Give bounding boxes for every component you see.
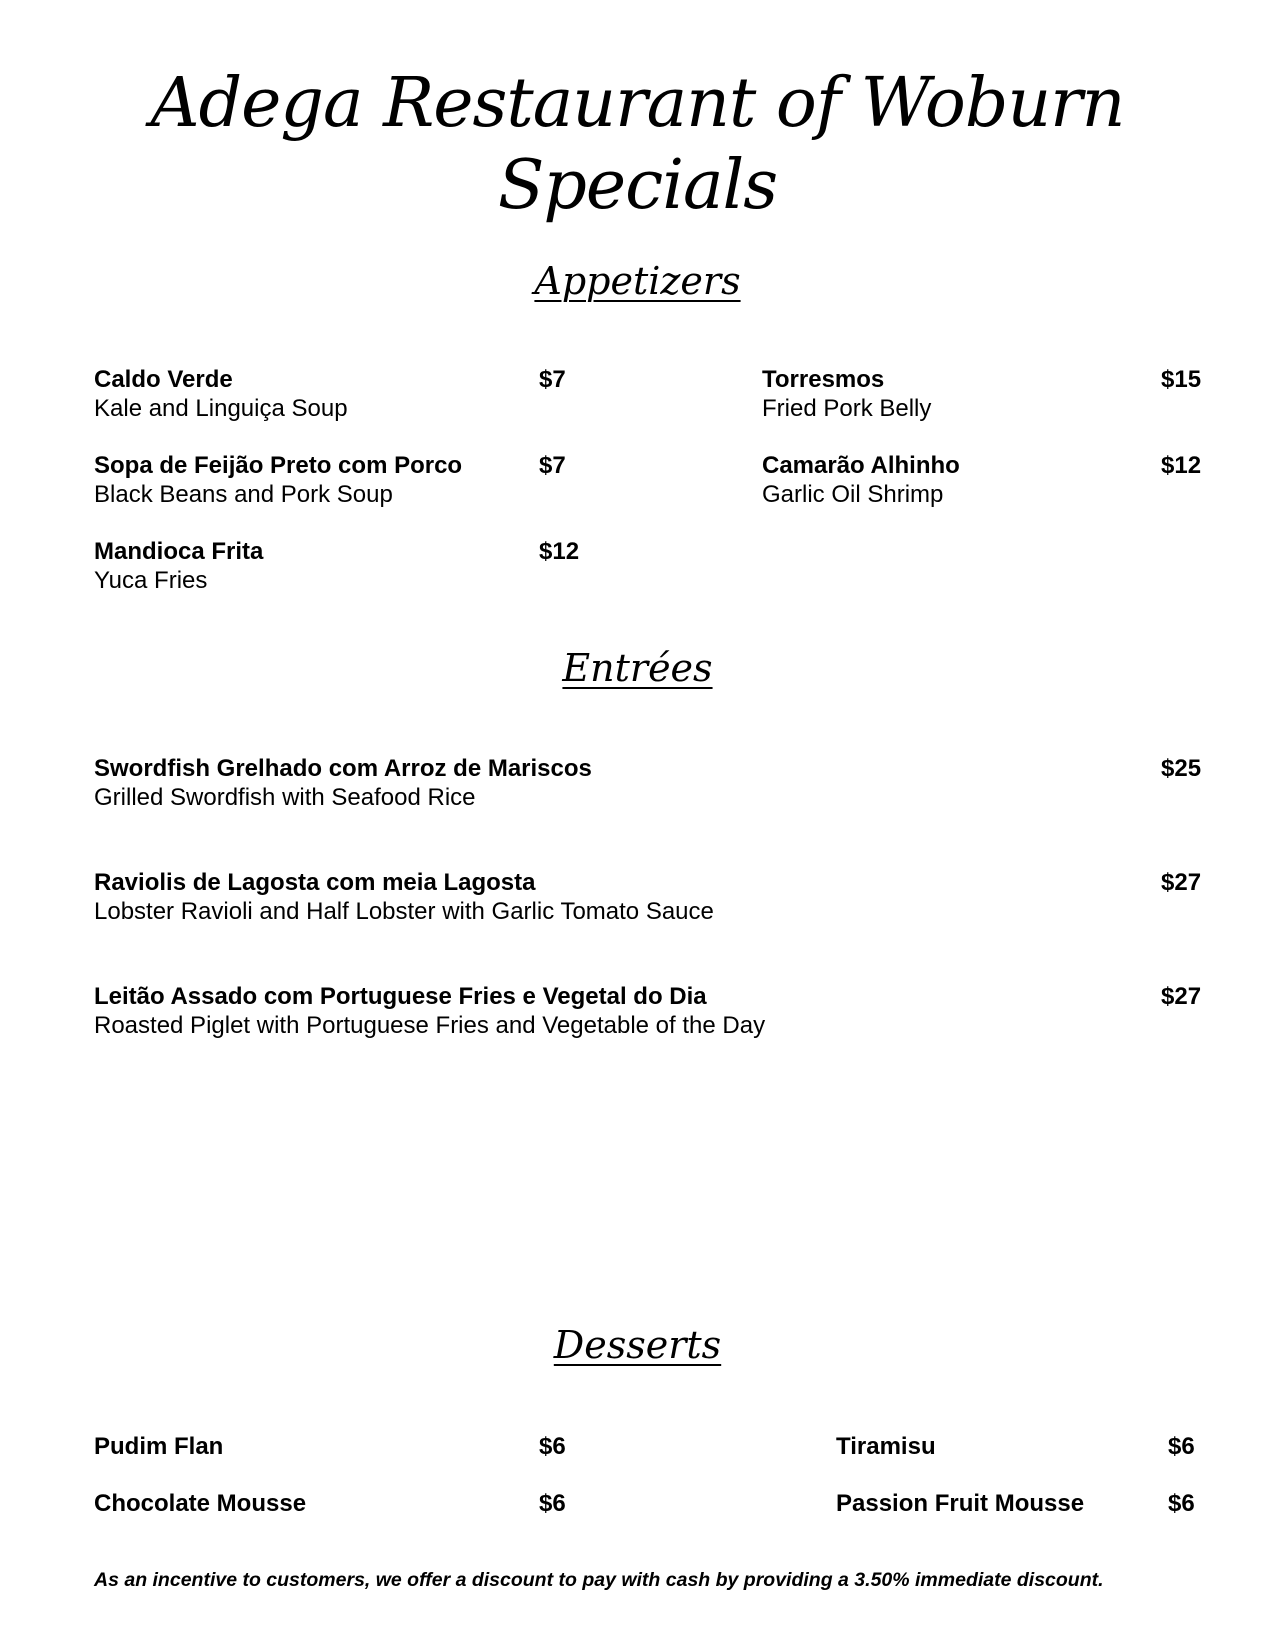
item-description: Black Beans and Pork Soup [94, 481, 393, 508]
item-price: $7 [539, 366, 566, 393]
item-description: Lobster Ravioli and Half Lobster with Garlic Tomato Sauce [94, 898, 714, 925]
item-price: $6 [1168, 1490, 1195, 1517]
menu-item [762, 366, 931, 424]
item-price: $25 [1161, 755, 1202, 782]
item-description: Yuca Fries [94, 567, 208, 594]
item-name: Sopa de Feijão Preto com Porco [94, 452, 463, 479]
appetizers-heading: Appetizers [534, 259, 741, 303]
item-name: Caldo Verde [94, 366, 233, 393]
item-description: Kale and Linguiça Soup [94, 395, 348, 422]
item-name: Mandioca Frita [94, 538, 264, 565]
menu-item [94, 755, 592, 813]
menu-item [94, 452, 462, 510]
item-price: $27 [1161, 983, 1202, 1010]
item-price: $15 [1161, 366, 1202, 393]
menu-item [94, 869, 714, 927]
menu-item [762, 452, 960, 510]
item-name: Tiramisu [836, 1433, 936, 1460]
item-description: Fried Pork Belly [762, 395, 932, 422]
item-name: Raviolis de Lagosta com meia Lagosta [94, 869, 536, 896]
item-name: Leitão Assado com Portuguese Fries e Vegetal do Dia [94, 983, 707, 1010]
item-name: Passion Fruit Mousse [836, 1490, 1085, 1517]
item-description: Grilled Swordfish with Seafood Rice [94, 784, 476, 811]
item-name: Torresmos [762, 366, 885, 393]
page-subtitle: Specials [497, 146, 778, 225]
item-price: $12 [1161, 452, 1202, 479]
item-name: Camarão Alhinho [762, 452, 960, 479]
item-price: $6 [1168, 1433, 1195, 1460]
item-price: $27 [1161, 869, 1202, 896]
page-title: Adega Restaurant of Woburn [150, 64, 1125, 143]
item-name: Swordfish Grelhado com Arroz de Mariscos [94, 755, 592, 782]
item-price: $6 [539, 1490, 566, 1517]
item-description: Garlic Oil Shrimp [762, 481, 944, 508]
item-name: Pudim Flan [94, 1433, 224, 1460]
menu-item [94, 538, 263, 596]
desserts-heading: Desserts [553, 1323, 722, 1367]
item-price: $12 [539, 538, 580, 565]
item-price: $7 [539, 452, 566, 479]
item-description: Roasted Piglet with Portuguese Fries and Vegetable of the Day [94, 1012, 766, 1039]
cash-discount-note: As an incentive to customers, we offer a discount to pay with cash by providing a 3.50% immediate discount. [94, 1569, 1104, 1591]
menu-item [94, 366, 348, 424]
item-price: $6 [539, 1433, 566, 1460]
entrees-heading: Entrées [562, 646, 713, 690]
item-name: Chocolate Mousse [94, 1490, 307, 1517]
menu-item [94, 983, 765, 1041]
